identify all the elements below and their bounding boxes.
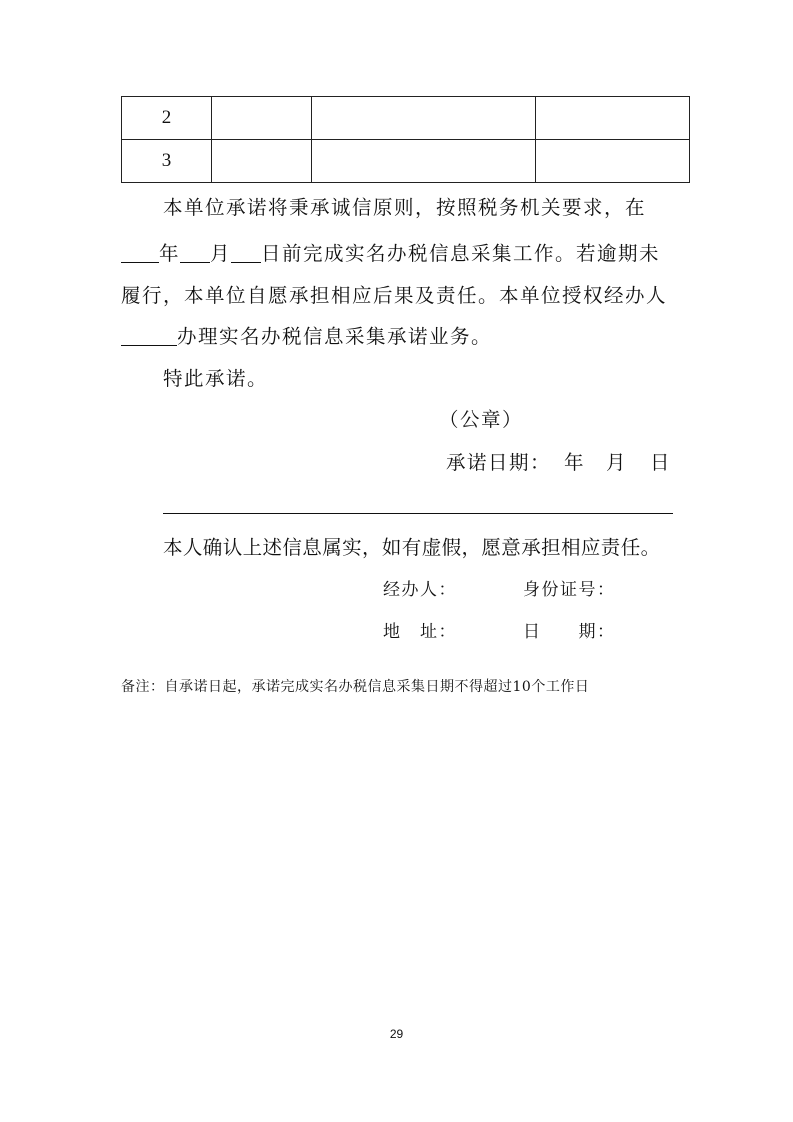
closing-text: 特此承诺。 [163,367,269,390]
seal-label: （公章） [439,408,524,431]
confirm-statement: 本人确认上述信息属实，如有虚假，愿意承担相应责任。 [163,536,661,559]
pledge-text: 日前完成实名办税信息采集工作。若逾期未 [261,242,661,265]
pledge-line-2 [121,242,660,266]
year-blank [121,244,159,263]
table-cell [312,97,536,140]
pledge-text: 本单位承诺将秉承诚信原则，按照税务机关要求，在 [163,196,647,219]
month-blank [180,244,210,263]
id-number-label: 身份证号： [523,580,616,600]
info-table [121,96,690,183]
pledge-text: 办理实名办税信息采集承诺业务。 [177,325,493,348]
pledge-date-month: 月 [606,451,628,474]
table-row [122,97,690,140]
divider-line [163,513,673,514]
table-cell [536,140,690,183]
day-blank [231,244,261,263]
year-label: 年 [159,242,181,265]
table-row [122,140,690,183]
pledge-line-4 [121,325,492,349]
table-cell [212,140,312,183]
pledge-line-3 [121,284,667,308]
agent-name-blank [121,327,177,346]
table-cell [312,140,536,183]
table-cell [212,97,312,140]
address-label: 地 址： [383,622,457,642]
month-label: 月 [210,242,232,265]
pledge-date-day: 日 [650,451,672,474]
row-number: 3 [122,140,212,183]
pledge-text: 履行，本单位自愿承担相应后果及责任。本单位授权经办人 [121,284,668,307]
footnote: 备注：自承诺日起，承诺完成实名办税信息采集日期不得超过10个工作日 [121,679,590,695]
pledge-line-1 [163,196,646,220]
pledge-date-year: 年 [564,451,586,474]
pledge-date-label: 承诺日期： [446,451,552,474]
agent-label: 经办人： [383,580,457,600]
table-cell [536,97,690,140]
row-number: 2 [122,97,212,140]
page-number: 29 [389,1027,404,1041]
agent-date-label: 日 期： [523,622,616,642]
